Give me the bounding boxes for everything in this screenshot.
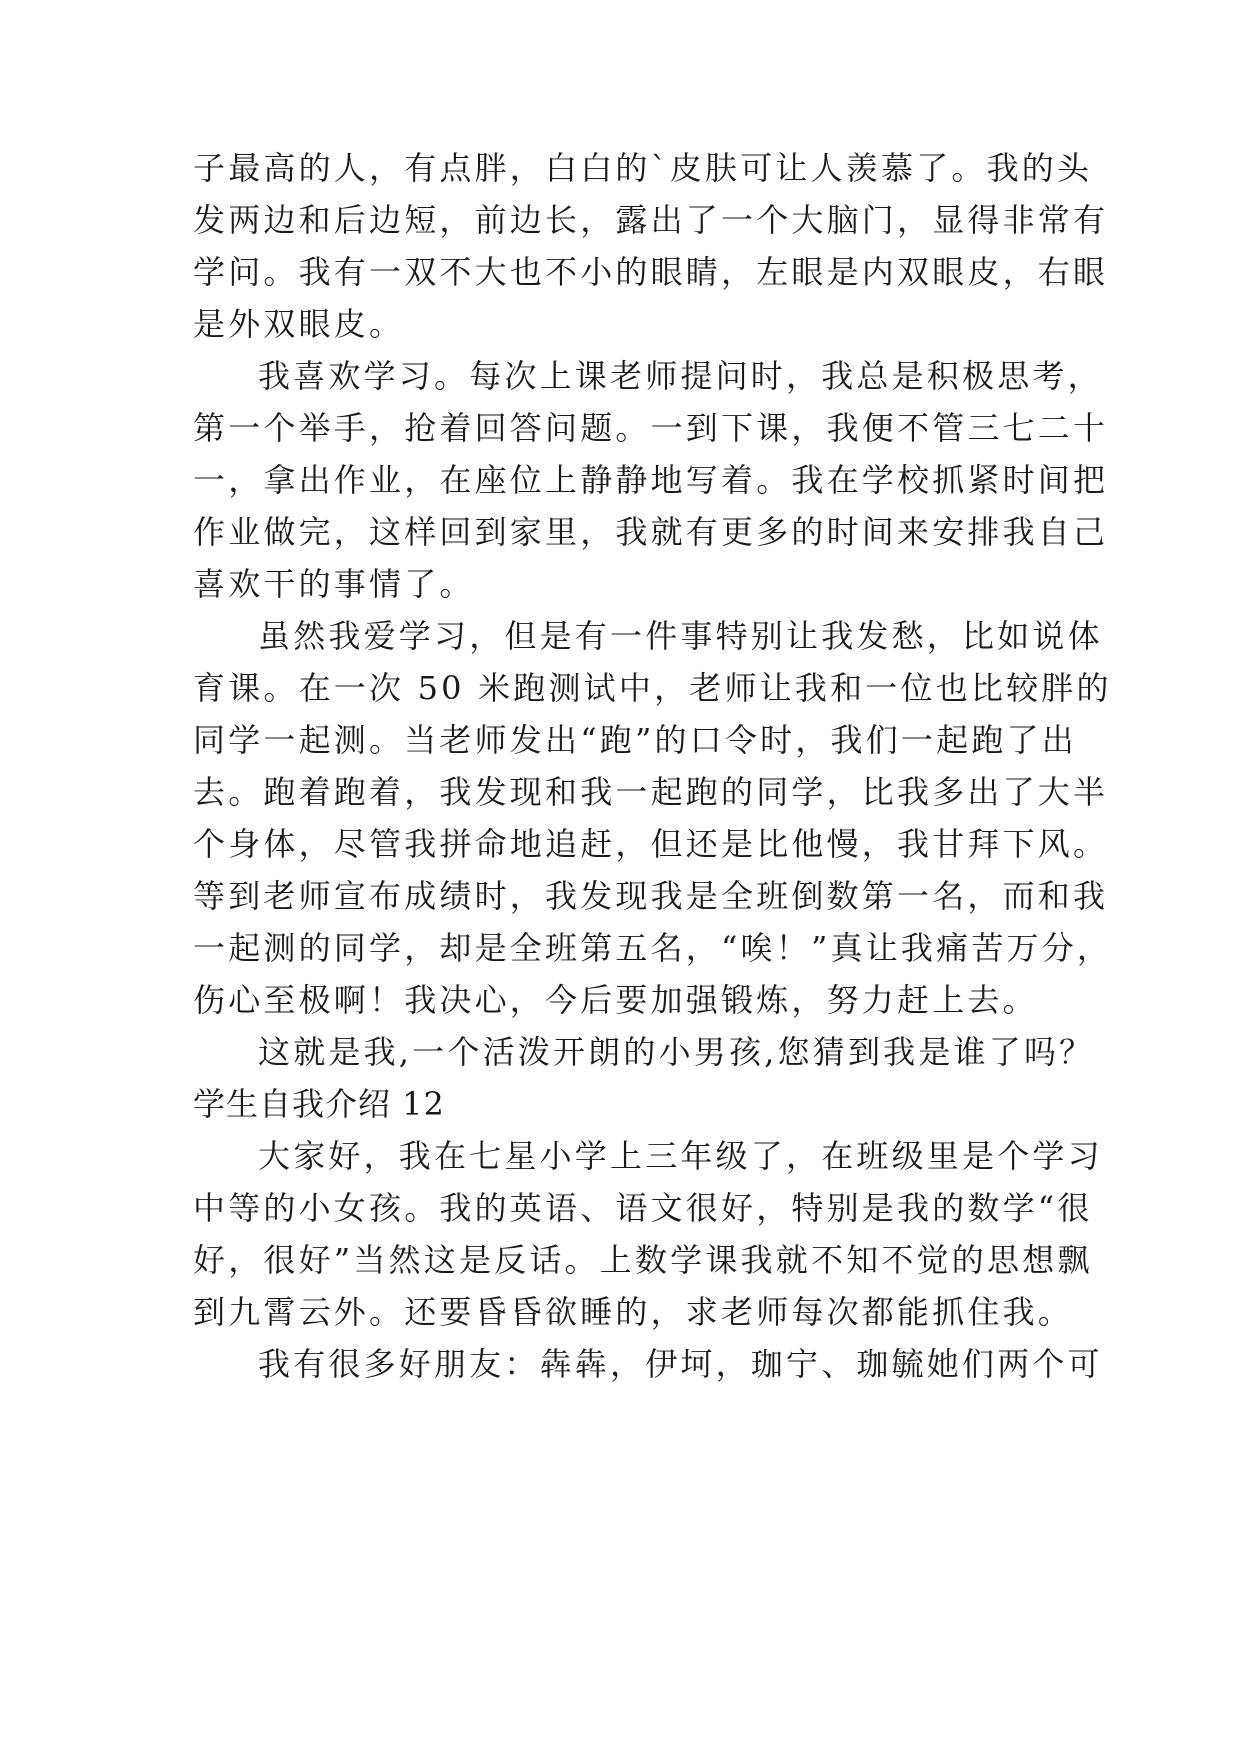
paragraph-line: 个身体，尽管我拼命地追赶，但还是比他慢，我甘拜下风。 [193,825,1109,863]
paragraph-line: 等到老师宣布成绩时，我发现我是全班倒数第一名，而和我 [193,877,1109,915]
section-heading: 学生自我介绍 12 [193,1085,445,1123]
paragraph-line: 发两边和后边短，前边长，露出了一个大脑门，显得非常有 [193,201,1109,239]
paragraph-line: 到九霄云外。还要昏昏欲睡的，求老师每次都能抓住我。 [193,1293,1074,1331]
paragraph-line: 学问。我有一双不大也不小的眼睛，左眼是内双眼皮，右眼 [193,253,1109,291]
paragraph-line: 伤心至极啊！我决心，今后要加强锻炼，努力赶上去。 [193,981,1038,1019]
paragraph-line: 第一个举手，抢着回答问题。一到下课，我便不管三七二十 [193,409,1109,447]
paragraph-line: 去。跑着跑着，我发现和我一起跑的同学，比我多出了大半 [193,773,1109,811]
paragraph-line: 中等的小女孩。我的英语、语文很好，特别是我的数学“很 [193,1189,1093,1227]
paragraph-line: 这就是我,一个活泼开朗的小男孩,您猜到我是谁了吗？ [258,1033,1095,1071]
paragraph-line: 一，拿出作业，在座位上静静地写着。我在学校抓紧时间把 [193,461,1109,499]
paragraph-line: 同学一起测。当老师发出“跑”的口令时，我们一起跑了出 [193,721,1077,759]
paragraph-line: 一起测的同学，却是全班第五名，“唉！”真让我痛苦万分， [193,929,1113,967]
paragraph-line: 育课。在一次 50 米跑测试中，老师让我和一位也比较胖的 [193,669,1112,707]
paragraph-line: 子最高的人，有点胖，白白的`皮肤可让人羡慕了。我的头 [193,149,1093,187]
paragraph-line: 喜欢干的事情了。 [193,565,475,603]
paragraph-line: 好，很好”当然这是反话。上数学课我就不知不觉的思想飘 [193,1241,1093,1279]
paragraph-line: 我有很多好朋友：犇犇，伊坷，珈宁、珈毓她们两个可 [258,1345,1103,1383]
paragraph-line: 是外双眼皮。 [193,305,405,343]
paragraph-line: 大家好，我在七星小学上三年级了，在班级里是个学习 [258,1137,1103,1175]
paragraph-line: 虽然我爱学习，但是有一件事特别让我发愁，比如说体 [258,617,1103,655]
paragraph-line: 我喜欢学习。每次上课老师提问时，我总是积极思考， [258,357,1103,395]
paragraph-line: 作业做完，这样回到家里，我就有更多的时间来安排我自己 [193,513,1109,551]
